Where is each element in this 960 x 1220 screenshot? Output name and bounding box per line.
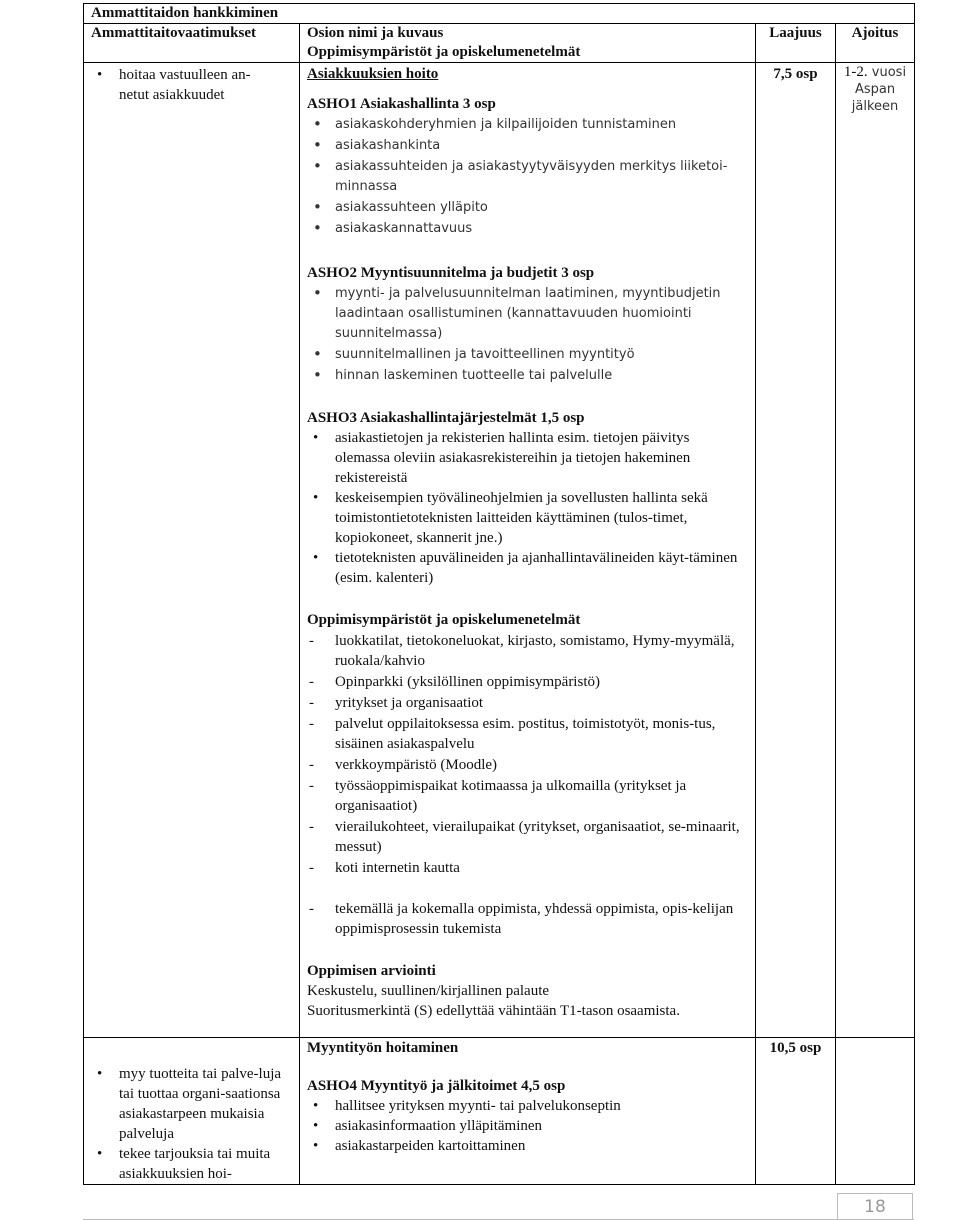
timing-years: 1-2. xyxy=(843,64,868,80)
list-item: • asiakassuhteen ylläpito xyxy=(307,197,748,218)
requirements-list xyxy=(91,65,292,105)
list-item: • asiakaskannattavuus xyxy=(307,218,748,239)
header-description xyxy=(300,24,756,63)
module-title: ASHO4 Myyntityö ja jälkitoimet 4,5 osp xyxy=(307,1078,566,1094)
list-item: • myynti- ja palvelusuunnitelman laatiminen, myyntibudjetin laadintaan osallistuminen (kannattavuuden huomiointi suunnitelmassa) xyxy=(307,283,748,344)
section-heading: Asiakkuuksien hoito xyxy=(307,66,439,82)
section-title-row xyxy=(84,4,915,24)
list-item: - verkkoympäristö (Moodle) xyxy=(307,754,748,775)
header-description-line1: Osion nimi ja kuvaus xyxy=(307,25,444,41)
timing-value xyxy=(843,64,907,115)
module-items xyxy=(307,114,748,239)
list-item: • suunnitelmallinen ja tavoitteellinen myyntityö xyxy=(307,344,748,365)
methods-list xyxy=(307,898,748,939)
list-item: - työssäoppimispaikat kotimaassa ja ulkomailla (yritykset ja organisaatiot) xyxy=(307,775,748,816)
list-item: • tietoteknisten apuvälineiden ja ajanhallintavälineiden käyt-täminen (esim. kalenteri) xyxy=(307,548,748,588)
list-item: - koti internetin kautta xyxy=(307,857,748,878)
scope-value: 7,5 osp xyxy=(756,63,836,1038)
section-heading: Myyntityön hoitaminen xyxy=(307,1040,459,1056)
list-item: • hoitaa vastuulleen an-netut asiakkuudet xyxy=(91,65,292,105)
scope-value: 10,5 osp xyxy=(756,1038,836,1185)
description-cell xyxy=(300,63,756,1038)
timing-description: vuosi Aspan jälkeen xyxy=(851,65,907,114)
assessment-title: Oppimisen arviointi xyxy=(307,963,436,979)
environments-title: Oppimisympäristöt ja opiskelumenetelmät xyxy=(307,612,581,628)
requirements-list xyxy=(91,1064,292,1184)
list-item: • asiakassuhteiden ja asiakastyytyväisyyden merkitys liiketoi-minnassa xyxy=(307,156,748,197)
module-title: ASHO1 Asiakashallinta 3 osp xyxy=(307,96,496,112)
table-row xyxy=(84,1038,915,1185)
page-number: 18 xyxy=(837,1193,913,1220)
list-item: - tekemällä ja kokemalla oppimista, yhdessä oppimista, opis-kelijan oppimisprosessin tukemista xyxy=(307,898,748,939)
assessment-line: Keskustelu, suullinen/kirjallinen palaute xyxy=(307,983,550,999)
list-item: • hinnan laskeminen tuotteelle tai palvelulle xyxy=(307,365,748,386)
list-item: • asiakasinformaation ylläpitäminen xyxy=(307,1116,748,1136)
header-description-line2: Oppimisympäristöt ja opiskelumenetelmät xyxy=(307,44,581,60)
curriculum-table xyxy=(83,3,915,1185)
list-item: - Opinparkki (yksilöllinen oppimisympäristö) xyxy=(307,671,748,692)
timing-cell xyxy=(836,1038,915,1185)
list-item: • asiakashankinta xyxy=(307,135,748,156)
header-scope: Laajuus xyxy=(756,24,836,63)
section-title: Ammattitaidon hankkiminen xyxy=(84,4,915,24)
module-items xyxy=(307,1096,748,1156)
list-item: - vierailukohteet, vierailupaikat (yritykset, organisaatiot, se-minaarit, messut) xyxy=(307,816,748,857)
list-item: • asiakaskohderyhmien ja kilpailijoiden tunnistaminen xyxy=(307,114,748,135)
list-item: - luokkatilat, tietokoneluokat, kirjasto, somistamo, Hymy-myymälä, ruokala/kahvio xyxy=(307,630,748,671)
module-items xyxy=(307,283,748,386)
description-cell xyxy=(300,1038,756,1185)
module-title: ASHO2 Myyntisuunnitelma ja budjetit 3 osp xyxy=(307,265,595,281)
header-row xyxy=(84,24,915,63)
list-item: • keskeisempien työvälineohjelmien ja sovellusten hallinta sekä toimistontietoteknisten laitteiden käyttäminen (tulos-timet, kopiokoneet, skannerit jne.) xyxy=(307,488,748,548)
list-item: • hallitsee yrityksen myynti- tai palvelukonseptin xyxy=(307,1096,748,1116)
module-title: ASHO3 Asiakashallintajärjestelmät 1,5 osp xyxy=(307,410,585,426)
header-requirements: Ammattitaitovaatimukset xyxy=(84,24,300,63)
list-item: • myy tuotteita tai palve-luja tai tuottaa organi-saationsa asiakastarpeen mukaisia palveluja xyxy=(91,1064,292,1144)
table-row xyxy=(84,63,915,1038)
list-item: - yritykset ja organisaatiot xyxy=(307,692,748,713)
list-item: • tekee tarjouksia tai muita asiakkuuksien hoi- xyxy=(91,1144,292,1184)
timing-cell xyxy=(836,63,915,1038)
requirements-cell xyxy=(84,1038,300,1185)
environments-list xyxy=(307,630,748,878)
list-item: • asiakastietojen ja rekisterien hallinta esim. tietojen päivitys olemassa oleviin asiakasrekistereihin ja tietojen hakeminen rekistereistä xyxy=(307,428,748,488)
module-items xyxy=(307,428,748,588)
list-item: • asiakastarpeiden kartoittaminen xyxy=(307,1136,748,1156)
assessment-line: Suoritusmerkintä (S) edellyttää vähintään T1-tason osaamista. xyxy=(307,1003,680,1019)
header-timing: Ajoitus xyxy=(836,24,915,63)
requirements-cell xyxy=(84,63,300,1038)
list-item: - palvelut oppilaitoksessa esim. postitus, toimistotyöt, monis-tus, sisäinen asiakaspalvelu xyxy=(307,713,748,754)
